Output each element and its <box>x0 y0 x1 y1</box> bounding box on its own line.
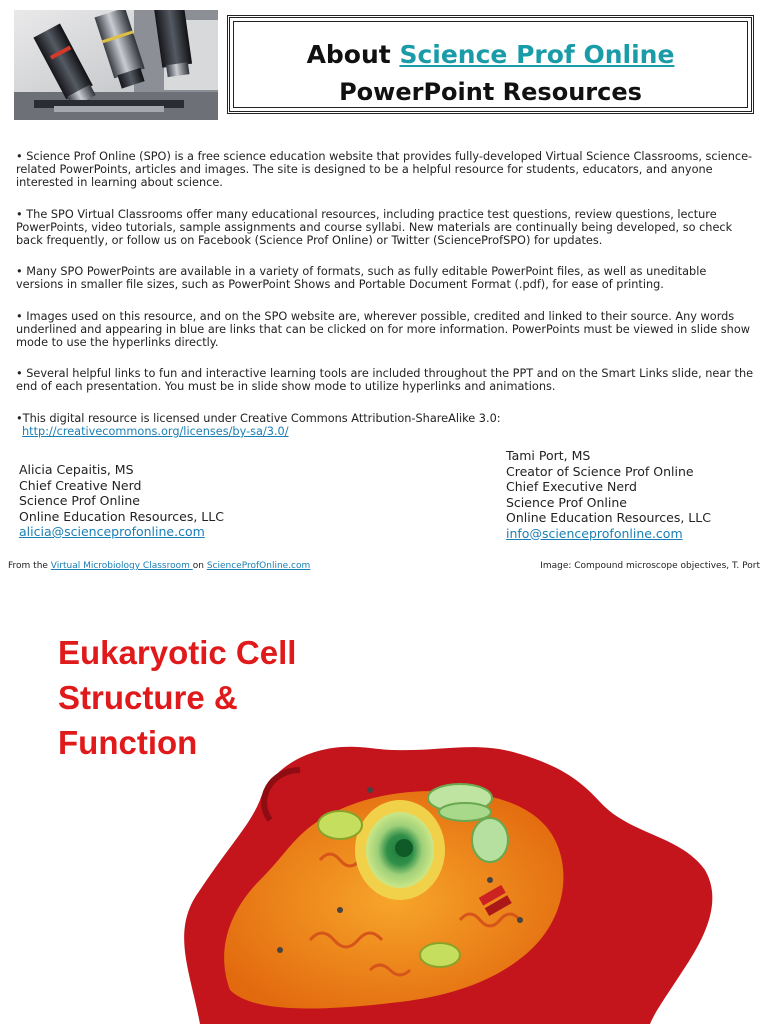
license-text: •This digital resource is licensed under Creative Commons Attribution-ShareAlike 3.0: <box>16 411 501 425</box>
contact-role: Chief Creative Nerd <box>19 477 142 493</box>
title-line-2: Structure & <box>58 679 238 716</box>
contact-alicia <box>19 462 224 540</box>
science-prof-online-link[interactable]: Science Prof Online <box>399 40 675 69</box>
microscope-objectives-image <box>14 10 218 120</box>
bullet-images: • Images used on this resource, and on the SPO website are, wherever possible, credited and linked to their source. Any words underlined and appearing in blue are links that can be clicked on for more information. PowerPoints must be viewed in slide show mode to use the hyperlinks directly. <box>16 309 750 350</box>
virtual-microbiology-classroom-link[interactable]: Virtual Microbiology Classroom <box>50 561 193 571</box>
animal-cell-illustration <box>160 740 720 1024</box>
contact-role-2: Chief Executive Nerd <box>506 479 637 494</box>
info-bullets <box>16 150 756 456</box>
title-line-1: Eukaryotic Cell <box>58 634 297 671</box>
email-link-info[interactable]: info@scienceprofonline.com <box>506 525 683 541</box>
bullet-virtual-classrooms: • The SPO Virtual Classrooms offer many educational resources, including practice test questions, review questions, lecture PowerPoints, video tutorials, sample assignments and course syllabi. New materials are continually being developed, so check back frequently, or follow us on Facebook (Science Prof Online) or Twitter (ScienceProfSPO) for updates. <box>16 207 733 248</box>
contact-company: Online Education Resources, LLC <box>506 510 711 525</box>
contact-company: Online Education Resources, LLC <box>19 508 224 524</box>
title-subtitle: PowerPoint Resources <box>339 78 642 106</box>
contact-org: Science Prof Online <box>19 493 140 508</box>
title-box <box>227 15 754 114</box>
bullet-license <box>16 412 756 438</box>
scienceprofonline-link[interactable]: ScienceProfOnline.com <box>206 561 311 571</box>
contact-name: Tami Port, MS <box>506 448 591 463</box>
title-line-3: Function <box>58 724 198 761</box>
contact-role: Creator of Science Prof Online <box>506 463 694 479</box>
bullet-about-spo: • Science Prof Online (SPO) is a free science education website that provides fully-developed Virtual Science Classrooms, science-related PowerPoints, articles and images. The site is designed to be a helpful resource for students, educators, and anyone interested in learning about science. <box>16 150 753 190</box>
title-prefix: About <box>306 40 400 69</box>
footer-on-text: on <box>192 561 207 571</box>
title-heading <box>230 40 751 69</box>
footer-from-text: From the <box>8 561 51 571</box>
contact-org: Science Prof Online <box>506 494 627 510</box>
image-credit: Image: Compound microscope objectives, T. Port <box>540 561 760 571</box>
eukaryotic-cell-slide <box>0 600 768 1024</box>
contact-name: Alicia Cepaitis, MS <box>19 462 134 477</box>
bullet-learning-tools: • Several helpful links to fun and interactive learning tools are included throughout the PPT and on the Smart Links slide, near the end of each presentation. You must be in slide show mode to utilize hyperlinks and animations. <box>16 367 754 394</box>
contact-tami <box>506 448 711 541</box>
license-link[interactable]: http://creativecommons.org/licenses/by-sa/3.0/ <box>22 424 289 438</box>
email-link-alicia[interactable]: alicia@scienceprofonline.com <box>19 524 205 539</box>
bullet-formats: • Many SPO PowerPoints are available in a variety of formats, such as fully editable PowerPoint files, as well as uneditable versions in smaller file sizes, such as PowerPoint Shows and Portable Document Format (.pdf), for ease of printing. <box>16 265 707 292</box>
footer-source <box>8 561 310 571</box>
